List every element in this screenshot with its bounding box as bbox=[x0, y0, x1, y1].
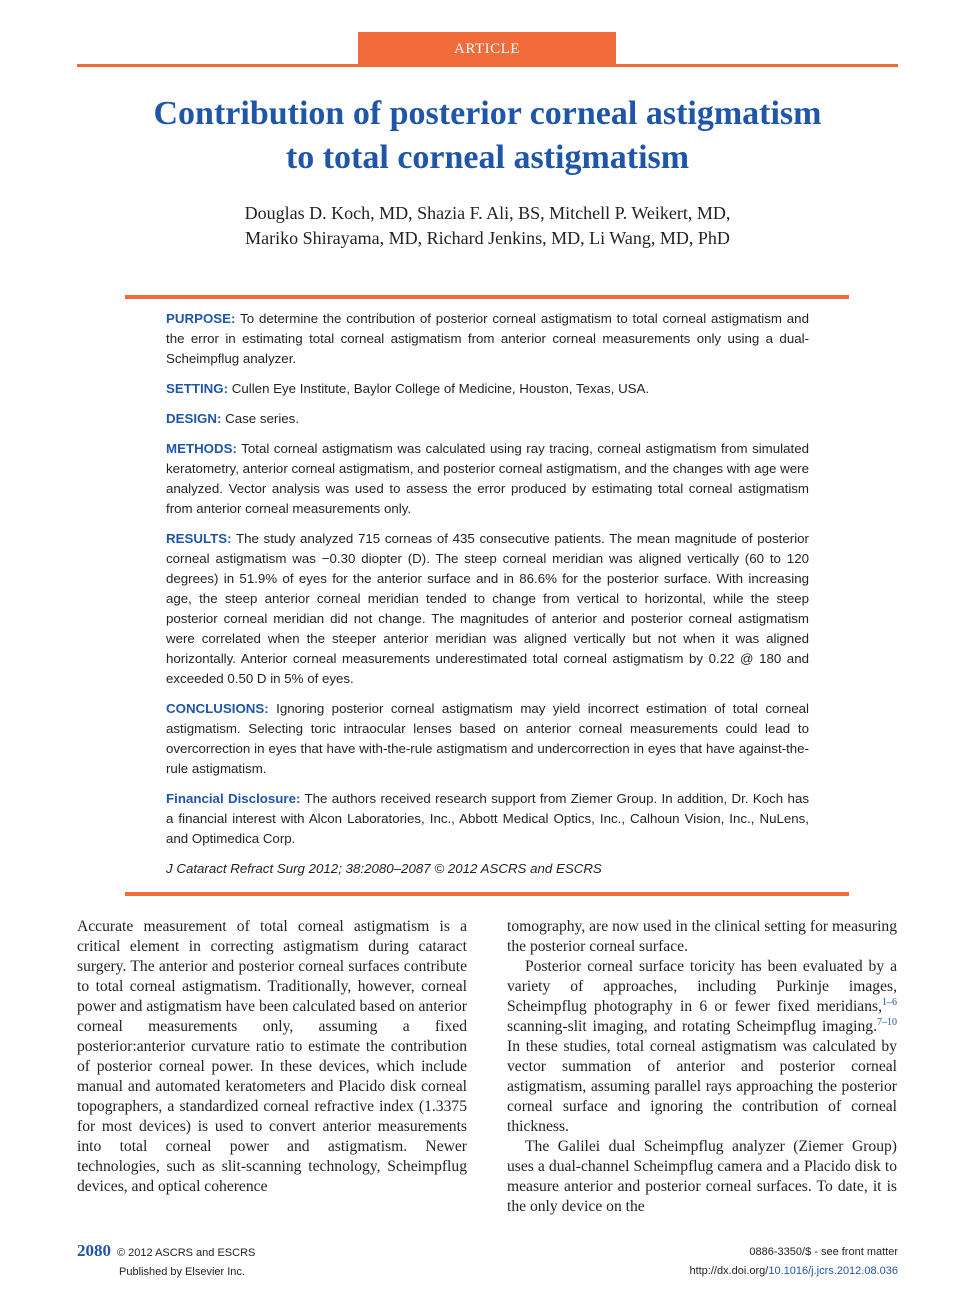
body-paragraph: The Galilei dual Scheimpflug analyzer (Ziemer Group) uses a dual-channel Scheimpflug camera and a Placido disk to measure anterior and posterior corneal surfaces. To date, it is the only device on the bbox=[507, 1138, 897, 1215]
conclusions-text: Ignoring posterior corneal astigmatism may yield incorrect estimation of total corneal astigmatism. Selecting toric intraocular lenses based on anterior corneal measurements could lead to overcorrection in eyes that have with-the-rule astigmatism and undercorrection in eyes that have against-the-rule astigmatism. bbox=[166, 701, 809, 776]
results-text: The study analyzed 715 corneas of 435 consecutive patients. The mean magnitude of posterior corneal astigmatism was −0.30 diopter (D). The steep corneal meridian was aligned vertically (60 to 120 degrees) in 51.9% of eyes for the anterior surface and in 86.6% for the posterior surface. With increasing age, the steep anterior corneal meridian tended to change from vertical to horizontal, while the steep posterior corneal meridian did not change. The magnitudes of anterior and posterior corneal astigmatism were correlated when the steeper anterior meridian was aligned vertically but not when it was aligned horizontally. Anterior corneal measurements underestimated total corneal astigmatism by 0.22 @ 180 and exceeded 0.50 D in 5% of eyes. bbox=[166, 531, 809, 686]
doi-link[interactable]: 10.1016/j.jcrs.2012.08.036 bbox=[768, 1265, 898, 1277]
body-column-left bbox=[77, 917, 467, 1197]
footer-doi bbox=[689, 1262, 898, 1281]
footer-issn: 0886-3350/$ - see front matter bbox=[749, 1246, 898, 1258]
abstract-disclosure bbox=[166, 789, 809, 849]
methods-label: METHODS: bbox=[166, 441, 237, 456]
design-text: Case series. bbox=[225, 411, 300, 426]
authors-line-1: Douglas D. Koch, MD, Shazia F. Ali, BS, Mitchell P. Weikert, MD, bbox=[244, 203, 731, 223]
abstract bbox=[166, 309, 809, 889]
author-list bbox=[77, 201, 898, 251]
setting-label: SETTING: bbox=[166, 381, 229, 396]
body-text: Posterior corneal surface toricity has been evaluated by a variety of approaches, including Purkinje images, Scheimpflug photography in 6 or fewer fixed meridians, bbox=[507, 958, 897, 1015]
title-line-1: Contribution of posterior corneal astigmatism bbox=[153, 95, 822, 132]
authors-line-2: Mariko Shirayama, MD, Richard Jenkins, MD, Li Wang, MD, PhD bbox=[245, 228, 730, 248]
methods-text: Total corneal astigmatism was calculated using ray tracing, corneal astigmatism from simulated keratometry, anterior corneal astigmatism, and posterior corneal astigmatism, and the changes with age were analyzed. Vector analysis was used to assess the error produced by estimating total corneal astigmatism from anterior corneal measurements only. bbox=[166, 441, 809, 516]
body-paragraph bbox=[507, 957, 897, 1137]
reference-link[interactable]: 7–10 bbox=[877, 1016, 897, 1028]
page-number: 2080 bbox=[77, 1241, 111, 1260]
header-rule bbox=[77, 64, 898, 67]
design-label: DESIGN: bbox=[166, 411, 222, 426]
abstract-methods bbox=[166, 439, 809, 519]
abstract-bottom-rule bbox=[125, 892, 849, 896]
purpose-label: PURPOSE: bbox=[166, 311, 236, 326]
results-label: RESULTS: bbox=[166, 531, 232, 546]
journal-citation: J Cataract Refract Surg 2012; 38:2080–2087 © 2012 ASCRS and ESCRS bbox=[166, 861, 602, 876]
footer-copyright: © 2012 ASCRS and ESCRS bbox=[117, 1247, 256, 1259]
body-paragraph: Accurate measurement of total corneal astigmatism is a critical element in correcting astigmatism during cataract surgery. The anterior and posterior corneal surfaces contribute to total corneal astigmatism. Traditionally, however, corneal power and astigmatism have been calculated based on anterior corneal measurements only, assuming a fixed posterior:anterior curvature ratio to estimate the contribution of posterior corneal power. In these devices, which include manual and automated keratometers and Placido disk corneal topographers, a standardized corneal refractive index (1.3375 for most devices) is used to convert anterior measurements into total corneal power and astigmatism. Newer technologies, such as slit-scanning technology, Scheimpflug devices, and optical coherence bbox=[77, 918, 467, 1195]
abstract-purpose bbox=[166, 309, 809, 369]
setting-text: Cullen Eye Institute, Baylor College of Medicine, Houston, Texas, USA. bbox=[231, 381, 650, 396]
abstract-conclusions bbox=[166, 699, 809, 779]
disclosure-label: Financial Disclosure: bbox=[166, 791, 301, 806]
abstract-top-rule bbox=[125, 295, 849, 299]
doi-prefix: http://dx.doi.org/ bbox=[689, 1265, 769, 1277]
purpose-text: To determine the contribution of posterior corneal astigmatism to total corneal astigmatism and the error in estimating total corneal astigmatism from anterior corneal measurements only using a dual-Scheimpflug analyzer. bbox=[166, 311, 809, 366]
disclosure-text: The authors received research support from Ziemer Group. In addition, Dr. Koch has a financial interest with Alcon Laboratories, Inc., Abbott Medical Optics, Inc., Calhoun Vision, Inc., NuLens, and Optimedica Corp. bbox=[166, 791, 809, 846]
footer-left bbox=[77, 1241, 255, 1282]
body-text: In these studies, total corneal astigmatism was calculated by vector summation of anterior and posterior corneal astigmatism, assuming parallel rays approaching the posterior corneal surface and ignoring the contribution of corneal thickness. bbox=[507, 1038, 897, 1135]
conclusions-label: CONCLUSIONS: bbox=[166, 701, 269, 716]
body-column-right bbox=[507, 917, 897, 1217]
abstract-results bbox=[166, 529, 809, 689]
body-text: scanning-slit imaging, and rotating Scheimpflug imaging. bbox=[507, 1018, 877, 1035]
footer-right bbox=[689, 1241, 898, 1281]
reference-link[interactable]: 1–6 bbox=[882, 996, 897, 1008]
abstract-design bbox=[166, 409, 809, 429]
footer-publisher: Published by Elsevier Inc. bbox=[119, 1266, 245, 1278]
title-line-2: to total corneal astigmatism bbox=[285, 139, 690, 176]
body-paragraph: tomography, are now used in the clinical setting for measuring the posterior corneal surface. bbox=[507, 918, 897, 955]
article-type-tab: ARTICLE bbox=[358, 32, 616, 66]
abstract-setting bbox=[166, 379, 809, 399]
article-title bbox=[77, 92, 898, 180]
